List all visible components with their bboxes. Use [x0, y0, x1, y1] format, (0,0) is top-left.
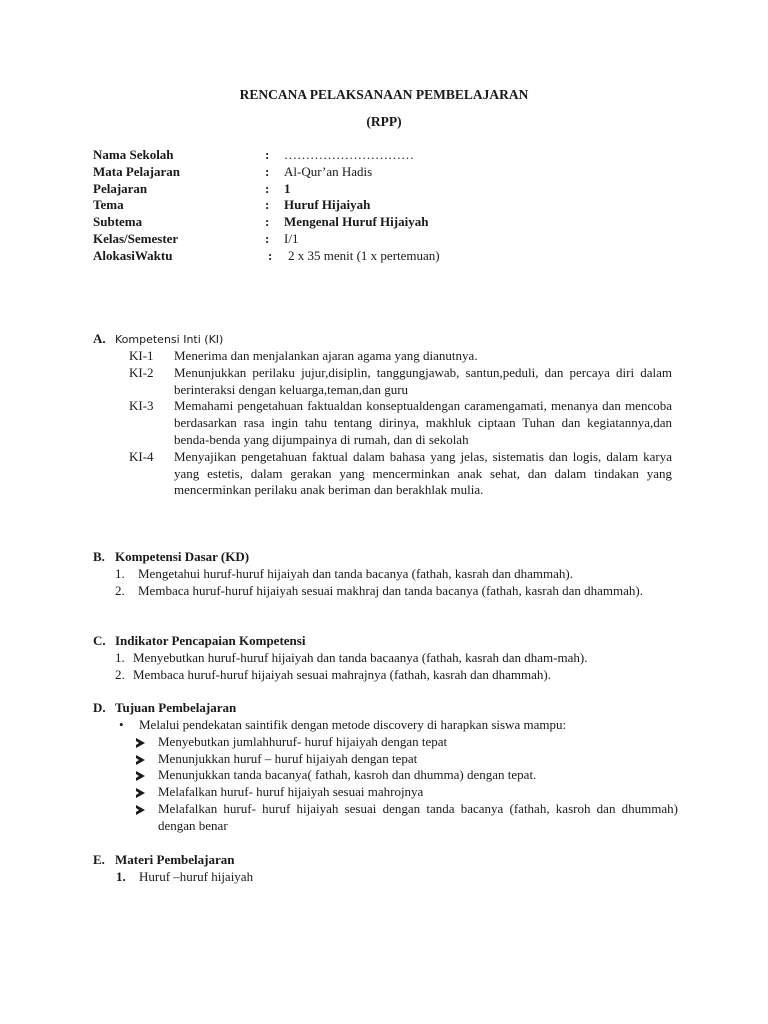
- arrow-bullet-icon: [136, 788, 145, 798]
- kd-list: [115, 566, 675, 600]
- section-title: Kompetensi Dasar (KD): [115, 549, 250, 564]
- section-letter: B.: [93, 549, 105, 564]
- section-title: Tujuan Pembelajaran: [115, 700, 237, 715]
- info-colon: :: [265, 180, 270, 196]
- kd-item: [115, 583, 675, 600]
- indikator-number: 1.: [115, 650, 125, 665]
- ki-text: Menunjukkan perilaku jujur,disiplin, tanggungjawab, santun,peduli, dan percaya diri dalam berinteraksi dengan keluarga,teman,dan guru: [174, 364, 672, 397]
- ki-item: [129, 449, 672, 499]
- ki-item: [129, 398, 672, 448]
- indikator-item: [115, 650, 680, 667]
- ki-code: KI-3: [129, 398, 154, 414]
- ki-item: [129, 365, 672, 399]
- tujuan-item-text: Melafalkan huruf- huruf hijaiyah sesuai mahrojnya: [158, 784, 424, 800]
- tujuan-item-text: Menunjukkan tanda bacanya( fathah, kasroh dan dhumma) dengan tepat.: [158, 767, 537, 783]
- tujuan-item-text: Melafalkan huruf- huruf hijaiyah sesuai dengan tanda bacanya (fathah, kasroh dan dhummah) dengan benar: [158, 800, 678, 833]
- indikator-text: Membaca huruf-huruf hijaiyah sesuai mahrajnya (fathah, kasrah dan dhammah).: [133, 666, 552, 682]
- section-title: Kompetensi Inti (KI): [115, 333, 224, 346]
- info-row-mapel: [93, 164, 693, 181]
- section-b-heading: [93, 549, 249, 566]
- ki-text: Menyajikan pengetahuan faktual dalam bahasa yang jelas, sistematis dan logis, dalam karya yang estetis, dalam gerakan yang mencerminkan anak sehat, dan dalam tindakan yang mencerminkan perilaku anak beriman dan berakhlak mulia.: [174, 448, 672, 498]
- info-label: Pelajaran: [93, 180, 148, 196]
- tujuan-item-text: Menunjukkan huruf – huruf hijaiyah dengan tepat: [158, 750, 418, 766]
- info-value: Al-Qur’an Hadis: [284, 163, 373, 179]
- tujuan-item: [136, 801, 678, 835]
- tujuan-item: [136, 784, 678, 801]
- info-value: …………………………: [284, 147, 414, 162]
- section-title: Materi Pembelajaran: [115, 852, 235, 867]
- ki-text: Memahami pengetahuan faktualdan konseptualdengan caramengamati, menanya dan mencoba berdasarkan rasa ingin tahu tentang dirinya, makhluk ciptaan Tuhan dan kegiatannya,dan benda-benda yang dijumpainya di rumah, dan di sekolah: [174, 398, 672, 447]
- section-a-heading: [93, 331, 223, 349]
- tujuan-item: [136, 767, 678, 784]
- document-subtitle: (RPP): [366, 114, 402, 129]
- tujuan-bullet: [118, 717, 678, 734]
- section-c-heading: [93, 633, 305, 650]
- section-letter: A.: [93, 331, 106, 346]
- info-row-waktu: [93, 248, 693, 265]
- bullet-dot-icon: •: [119, 717, 124, 732]
- info-value: Huruf Hijaiyah: [284, 197, 371, 213]
- materi-item: [116, 869, 253, 886]
- tujuan-item: [136, 751, 678, 768]
- ki-text: Menerima dan menjalankan ajaran agama yang dianutnya.: [174, 348, 478, 363]
- info-row-kelas: [93, 231, 693, 248]
- info-row-tema: [93, 197, 693, 214]
- materi-number: 1.: [116, 869, 126, 884]
- materi-text: Huruf –huruf hijaiyah: [139, 869, 254, 884]
- tujuan-item-text: Menyebutkan jumlahhuruf- huruf hijaiyah dengan tepat: [158, 733, 448, 749]
- arrow-bullet-icon: [136, 805, 145, 815]
- info-label: Mata Pelajaran: [93, 163, 181, 179]
- arrow-bullet-icon: [136, 755, 145, 765]
- ki-list: [129, 348, 672, 499]
- identity-table: [93, 147, 693, 265]
- section-e-heading: [93, 852, 234, 869]
- ki-item: [129, 348, 672, 365]
- ki-code: KI-2: [129, 364, 154, 380]
- info-label: AlokasiWaktu: [93, 247, 173, 263]
- tujuan-arrow-list: [136, 734, 678, 835]
- ki-code: KI-4: [129, 448, 154, 464]
- kd-item: [115, 566, 675, 583]
- info-colon: :: [265, 163, 270, 179]
- info-label: Subtema: [93, 214, 143, 230]
- info-colon: :: [265, 230, 270, 246]
- info-value: 1: [284, 180, 291, 196]
- kd-number: 2.: [115, 582, 125, 598]
- indikator-number: 2.: [115, 666, 125, 682]
- section-letter: E.: [93, 852, 105, 867]
- document-title: RENCANA PELAKSANAAN PEMBELAJARAN: [239, 87, 529, 102]
- kd-text: Membaca huruf-huruf hijaiyah sesuai makhraj dan tanda bacanya (fathah, kasrah dan dhammah).: [138, 582, 643, 598]
- info-row-sekolah: [93, 147, 693, 164]
- tujuan-list: [118, 717, 678, 835]
- info-row-pelajaran: [93, 181, 693, 198]
- kd-text: Mengetahui huruf-huruf hijaiyah dan tanda bacanya (fathah, kasrah dan dhammah).: [138, 566, 573, 581]
- info-value: 2 x 35 menit (1 x pertemuan): [288, 247, 440, 263]
- info-value: Mengenal Huruf Hijaiyah: [284, 214, 429, 230]
- tujuan-bullet-text: Melalui pendekatan saintifik dengan metode discovery di harapkan siswa mampu:: [139, 717, 567, 732]
- indikator-item: [115, 667, 680, 684]
- section-title: Indikator Pencapaian Kompetensi: [115, 633, 306, 648]
- info-label: Kelas/Semester: [93, 230, 179, 246]
- section-letter: C.: [93, 633, 106, 648]
- tujuan-item: [136, 734, 678, 751]
- arrow-bullet-icon: [136, 738, 145, 748]
- indikator-list: [115, 650, 680, 684]
- info-colon: :: [265, 214, 270, 230]
- info-colon: :: [265, 197, 270, 213]
- indikator-text: Menyebutkan huruf-huruf hijaiyah dan tanda bacaanya (fathah, kasrah dan dham-mah).: [133, 650, 588, 665]
- info-colon: :: [268, 247, 273, 263]
- section-d-heading: [93, 700, 236, 717]
- kd-number: 1.: [115, 566, 125, 581]
- info-label: Nama Sekolah: [93, 147, 174, 162]
- info-row-subtema: [93, 214, 693, 231]
- arrow-bullet-icon: [136, 771, 145, 781]
- info-colon: :: [265, 147, 270, 162]
- info-label: Tema: [93, 197, 124, 213]
- section-letter: D.: [93, 700, 106, 715]
- materi-list: [116, 869, 253, 886]
- info-value: I/1: [284, 230, 299, 246]
- ki-code: KI-1: [129, 348, 154, 363]
